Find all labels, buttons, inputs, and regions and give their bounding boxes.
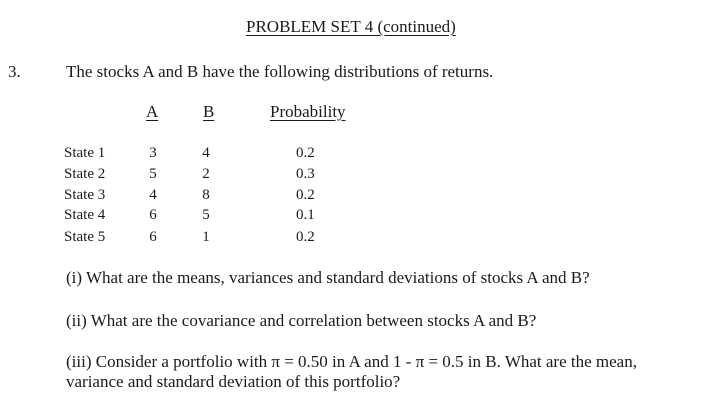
question-ii: (ii) What are the covariance and correlation between stocks A and B?	[66, 311, 537, 330]
cell-b: 1	[202, 229, 210, 245]
column-header-a: A	[146, 102, 159, 121]
cell-a: 6	[149, 229, 157, 245]
question-intro: The stocks A and B have the following distributions of returns.	[66, 62, 494, 81]
cell-probability: 0.2	[296, 229, 315, 245]
cell-probability: 0.2	[296, 145, 315, 161]
cell-a: 6	[149, 207, 157, 223]
column-header-probability: Probability	[270, 102, 346, 121]
row-state-label: State 1	[64, 145, 106, 161]
cell-b: 5	[202, 207, 210, 223]
question-number: 3.	[8, 62, 21, 81]
row-state-label: State 5	[64, 229, 106, 245]
cell-a: 5	[149, 166, 157, 182]
cell-a: 3	[149, 145, 157, 161]
cell-b: 4	[202, 145, 210, 161]
cell-probability: 0.1	[296, 207, 315, 223]
cell-b: 8	[202, 187, 210, 203]
question-i: (i) What are the means, variances and standard deviations of stocks A and B?	[66, 268, 590, 287]
cell-b: 2	[202, 166, 210, 182]
row-state-label: State 4	[64, 207, 106, 223]
question-iii-line-2: variance and standard deviation of this portfolio?	[66, 372, 401, 391]
row-state-label: State 3	[64, 187, 106, 203]
page-heading: PROBLEM SET 4 (continued)	[246, 17, 456, 36]
cell-a: 4	[149, 187, 157, 203]
row-state-label: State 2	[64, 166, 106, 182]
question-iii-line-1: (iii) Consider a portfolio with π = 0.50 in A and 1 - π = 0.5 in B. What are the mean,	[66, 352, 637, 371]
cell-probability: 0.2	[296, 187, 315, 203]
cell-probability: 0.3	[296, 166, 315, 182]
column-header-b: B	[203, 102, 215, 121]
